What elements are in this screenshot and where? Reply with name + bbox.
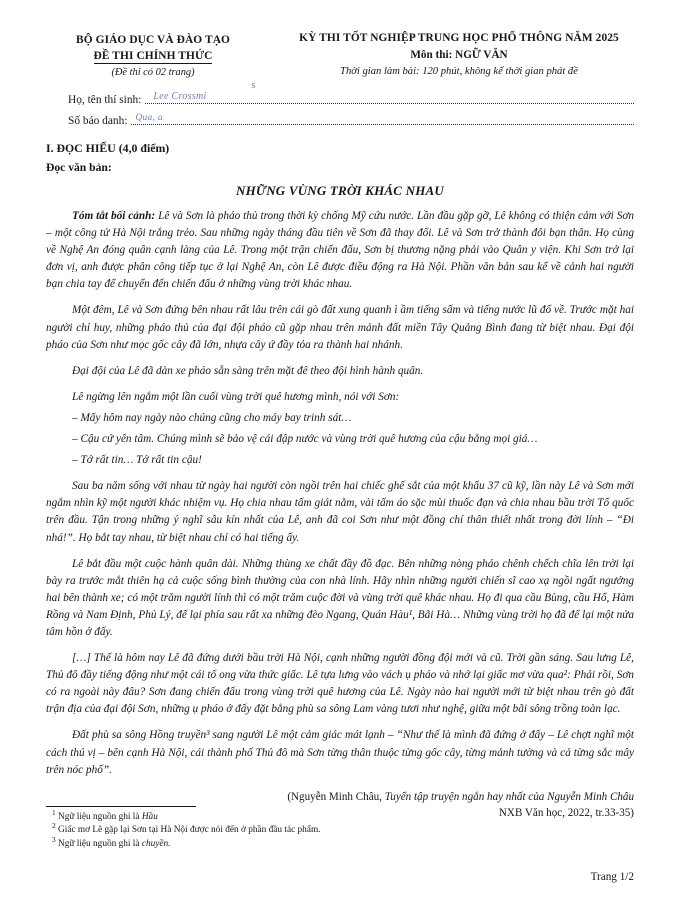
context-summary-lead: Tóm tắt bối cảnh: [72, 210, 156, 222]
footnote-3 [46, 834, 634, 851]
time-note: Thời gian làm bài: 120 phút, không kể thời gian phát đề [340, 66, 578, 77]
body-paragraph-5: Lê bắt đầu một cuộc hành quân dài. Những thùng xe chất đầy đồ đạc. Bên những nòng pháo chênh chếch chĩa lên trời lại bày ra trước mắt thiên hạ cả cuộc sống bình thường của con nhà lính. Hãy nhìn những người chiến sĩ cao xạ ngồi ngất ngưởng hai bên thành xe; có một trăm người lính thì có một trăm cuộc đời và vùng trời quê khác nhau. Họ đi qua cầu Bùng, cầu Hổ, Hàm Rồng và Nam Định, Phủ Lý, để lại phía sau rất xa những đèo Ngang, Quán Hàu¹, Bãi Hà… Những vùng trời họ đã để lại một nửa tâm hồn ở đấy. [46, 557, 634, 638]
body-paragraph-2: Đại đội của Lê đã dàn xe pháo sẵn sàng trên mặt đê theo đội hình hành quân. [72, 364, 424, 377]
subject-label: Môn thi: [410, 49, 453, 61]
section-heading-reading: I. ĐỌC HIỂU (4,0 điểm) [46, 141, 170, 155]
exam-title: KỲ THI TỐT NGHIỆP TRUNG HỌC PHỔ THÔNG NĂM 2025 [299, 32, 619, 44]
reading-instruction: Đọc văn bản: [46, 161, 112, 174]
body-paragraph-1: Một đêm, Lê và Sơn đứng bên nhau rất lâu trên cái gò đất xung quanh ì ầm tiếng sấm và tiếng nước lũ đổ về. Trước mặt hai người chỉ huy, những pháo thủ của đại đội pháo cũ gặp nhau trên mảnh đất miền Tây Quảng Bình đang từ biệt nhau. Đại đội pháo của Sơn như mọc gốc cây đã lớn, nhựa cây ứ đầy tỏa ra thành hai nhánh. [46, 304, 634, 351]
dialogue-line-3: – Tớ rất tin… Tớ rất tin cậu! [72, 454, 202, 467]
attribution-line-1 [46, 789, 634, 806]
context-summary-paragraph [46, 208, 634, 293]
candidate-id-input[interactable] [131, 113, 634, 125]
footnote-1 [46, 807, 634, 824]
subject-line [284, 49, 634, 61]
dialogue-line-2: – Cậu cứ yên tâm. Chúng mình sẽ bảo vệ cái đập nước và vùng trời quê hương của cậu bằng mọi giá… [72, 433, 538, 446]
dialogue-line-1: – Mấy hôm nay ngày nào chúng cũng cho máy bay trinh sát… [72, 411, 352, 424]
context-summary-text: Lê và Sơn là pháo thủ trong thời kỳ chống Mỹ cứu nước. Lần đầu gặp gỡ, Lê không có thiện cảm với Sơn – một công tử Hà Nội trắng trẻo. Sau những ngày tháng đầu tiên về Sơn đã thay đổi. Lê và Sơn trở thành đôi bạn thân. Họ cùng về Nghệ An đóng quân cạnh làng của Lê. Trong một trận chiến đấu, Sơn bị thương nặng phải vào Quân y viện. Khi Sơn trở lại đơn vị, anh được phân công tiếp tục ở lại Nghệ An, còn Lê được điều động ra Hà Nội. Phần văn bản sau kể về cảnh hai người bạn chia tay để chuyển đến chiến đấu ở những vùng trời khác nhau. [46, 210, 634, 291]
candidate-id-handwriting: Qua, a [135, 113, 163, 123]
body-paragraph-3: Lê ngừng lên ngắm một lần cuối vùng trời quê hương mình, nói với Sơn: [72, 390, 400, 403]
footnote-1-text: Ngữ liệu nguồn ghi là [58, 811, 142, 822]
body-paragraph-6: […] Thế là hôm nay Lê đã đứng dưới bầu trời Hà Nội, cạnh những người đồng đội mới và cũ. Trời gần sáng. Sau lưng Lê, Thủ đô đầy tiếng động như một cái tổ ong vừa thức giấc. Lê tựa lưng vào vách ụ pháo và nhớ lại giấc mơ vừa qua²: Phải rồi, Sơn có ra ngoài này đâu? Sơn đang chiến đấu trong vùng trời quê hương của Lê. Ngày nào hai người mới từ biệt nhau trên gò đất trận địa của đại đội Sơn, những ụ pháo ở đấy đặt bằng phù sa sông Lam vàng tươi như nghệ, giữa một bãi sông trồng toàn lạc. [46, 652, 634, 716]
attribution-book-title: Tuyển tập truyện ngắn hay nhất của Nguyễn Minh Châu [384, 790, 634, 803]
footnote-2 [46, 820, 634, 837]
page-number: Trang 1/2 [590, 871, 634, 883]
ministry-name: BỘ GIÁO DỤC VÀ ĐÀO TẠO [76, 34, 230, 46]
pen-mark: s [251, 80, 256, 91]
candidate-name-row [68, 80, 634, 106]
document-header [46, 28, 634, 78]
candidate-fields [46, 80, 634, 127]
footnote-2-marker: 2 [52, 820, 56, 830]
header-right-block [284, 28, 634, 77]
attribution-line-2: NXB Văn học, 2022, tr.33-35) [498, 807, 634, 820]
body-paragraph-7: Đất phù sa sông Hồng truyền³ sang người Lê một cảm giác mát lạnh – “Như thế là mình đã đứng ở đấy – Lê chợt nghĩ một cách thú vị – bên cạnh Hà Nội, cái thành phố Thủ đô mà Sơn từng thân thuộc từng gốc cây, từng mảnh tường và cả từng sắc mây trên nóc phố”. [46, 729, 634, 776]
candidate-id-label: Số báo danh: [68, 115, 128, 127]
candidate-name-handwriting: Lee Crossmi [153, 91, 207, 102]
header-left-block [46, 28, 260, 78]
footnotes-block [46, 806, 634, 851]
candidate-id-row [68, 113, 634, 127]
attribution-author: (Nguyễn Minh Châu, [287, 790, 385, 803]
footnote-3-italic: chuyền. [141, 838, 171, 849]
footnote-2-text: Giấc mơ Lê gặp lại Sơn tại Hà Nội được nói đến ở phần đầu tác phẩm. [58, 825, 321, 836]
footnote-1-italic: Hầu [141, 811, 158, 822]
candidate-name-input[interactable] [145, 80, 634, 104]
candidate-name-label: Họ, tên thí sinh: [68, 94, 142, 106]
body-paragraph-4: Sau ba năm sống với nhau từ ngày hai người còn ngồi trên hai chiếc ghế sắt của một khẩu 37 cũ kỹ, lần này Lê và Sơn mới ngắm nhìn kỹ một người khác nhiệm vụ. Họ chia nhau tấm giát nằm, vài tấm áo sặc mùi thuốc đạn và chia nhau bầu trời Tổ quốc trên đầu. Tận trong những ý nghĩ sâu kín nhất của Lê, anh đã coi Sơn như một đồng chí thân thiết nhất trong đời lính – “Đi nhá!”. Họ bắt tay nhau, từ biệt nhau chỉ có hai tiếng ấy. [46, 480, 634, 544]
footnote-divider [46, 806, 196, 807]
footnote-3-text: Ngữ liệu nguồn ghi là [58, 838, 142, 849]
pages-note: (Đề thi có 02 trang) [111, 67, 195, 78]
footnote-3-marker: 3 [52, 834, 56, 844]
official-exam-label: ĐỀ THI CHÍNH THỨC [93, 50, 213, 62]
subject-value: NGỮ VĂN [455, 49, 508, 61]
work-title: NHỮNG VÙNG TRỜI KHÁC NHAU [236, 183, 444, 198]
footnote-1-marker: 1 [52, 807, 56, 817]
